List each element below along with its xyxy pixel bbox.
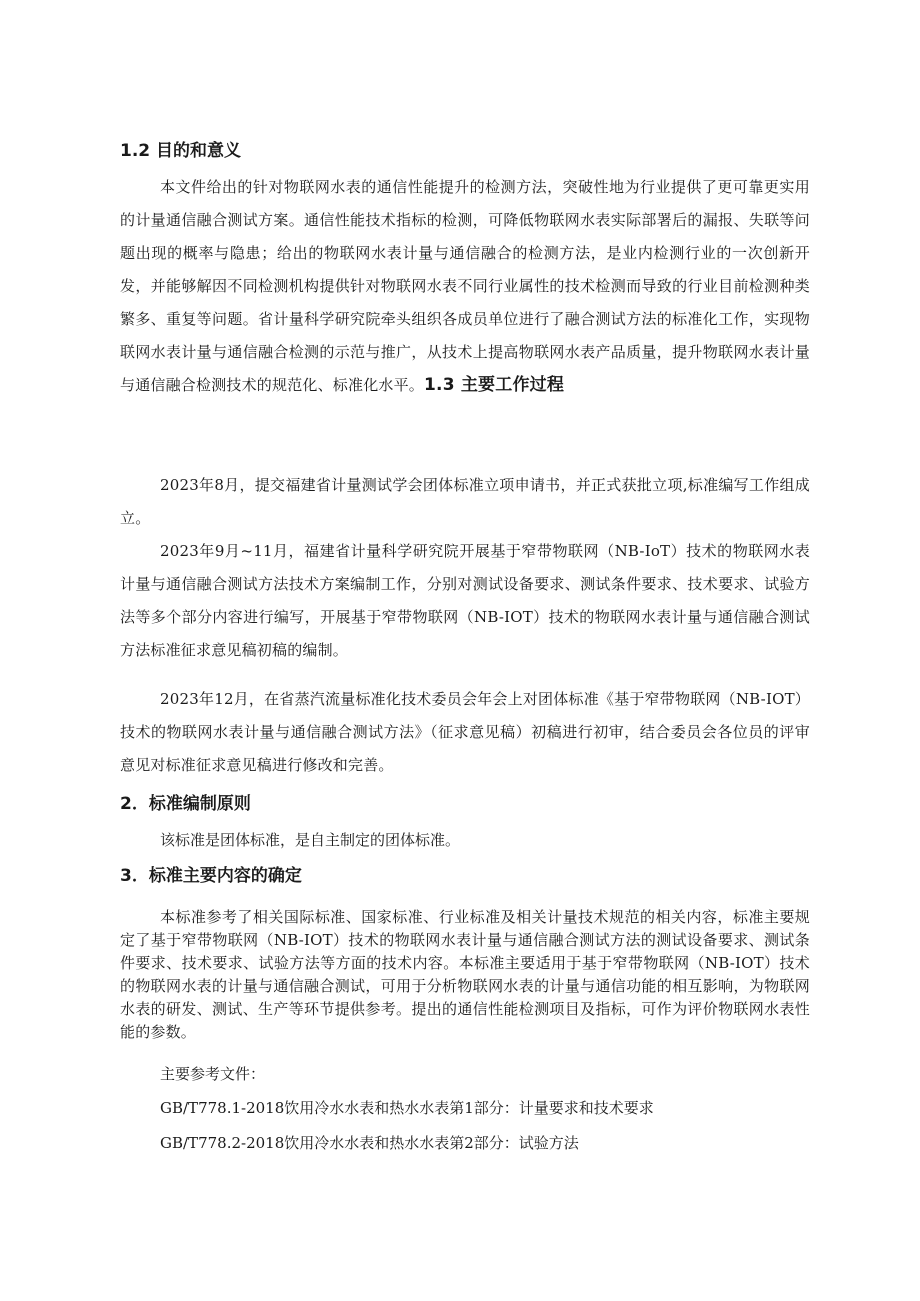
- section-heading-3: 3．标准主要内容的确定: [120, 866, 302, 886]
- section-heading-1-3: 1.3 主要工作过程: [424, 375, 565, 395]
- paragraph-purpose: [120, 171, 810, 402]
- paragraph-content: 本标准参考了相关国际标准、国家标准、行业标准及相关计量技术规范的相关内容，标准主要规定了基于窄带物联网（NB-IOT）技术的物联网水表计量与通信融合测试方法的测试设备要求、测试条件要求、技术要求、试验方法等方面的技术内容。本标准主要适用于基于窄带物联网（NB-IOT）技术的物联网水表的计量与通信融合测试，可用于分析物联网水表的计量与通信功能的相互影响，为物联网水表的研发、测试、生产等环节提供参考。提出的通信性能检测项目及指标，可作为评价物联网水表性能的参数。: [120, 908, 810, 1041]
- paragraph-principle: 该标准是团体标准，是自主制定的团体标准。: [160, 831, 461, 849]
- paragraph-work-aug: 2023年8月，提交福建省计量测试学会团体标准立项申请书，并正式获批立项,标准编写工作组成立。: [120, 476, 810, 527]
- section-heading-1-2: 1.2 目的和意义: [120, 141, 242, 161]
- section-heading-2: 2．标准编制原则: [120, 794, 251, 814]
- paragraph-work-dec: 2023年12月，在省蒸汽流量标准化技术委员会年会上对团体标准《基于窄带物联网（NB-IOT）技术的物联网水表计量与通信融合测试方法》（征求意见稿）初稿进行初审，结合委员会各位员的评审意见对标准征求意见稿进行修改和完善。: [120, 690, 810, 774]
- reference-item: GB/T778.1-2018饮用冷水水表和热水水表第1部分：计量要求和技术要求: [160, 1099, 654, 1117]
- paragraph-work-sep-nov: 2023年9月~11月，福建省计量科学研究院开展基于窄带物联网（NB-IoT）技术的物联网水表计量与通信融合测试方法技术方案编制工作，分别对测试设备要求、测试条件要求、技术要求、试验方法等多个部分内容进行编写，开展基于窄带物联网（NB-IOT）技术的物联网水表计量与通信融合测试方法标准征求意见稿初稿的编制。: [120, 542, 810, 659]
- references-label: 主要参考文件：: [160, 1065, 266, 1083]
- reference-item: GB/T778.2-2018饮用冷水水表和热水水表第2部分：试验方法: [160, 1134, 579, 1152]
- paragraph-purpose-text: 本文件给出的针对物联网水表的通信性能提升的检测方法，突破性地为行业提供了更可靠更实用的计量通信融合测试方案。通信性能技术指标的检测，可降低物联网水表实际部署后的漏报、失联等问题出现的概率与隐患；给出的物联网水表计量与通信融合的检测方法，是业内检测行业的一次创新开发，并能够解因不同检测机构提供针对物联网水表不同行业属性的技术检测而导致的行业目前检测种类繁多、重复等问题。省计量科学研究院牵头组织各成员单位进行了融合测试方法的标准化工作，实现物联网水表计量与通信融合检测的示范与推广，从技术上提高物联网水表产品质量，提升物联网水表计量与通信融合检测技术的规范化、标准化水平。: [120, 178, 810, 394]
